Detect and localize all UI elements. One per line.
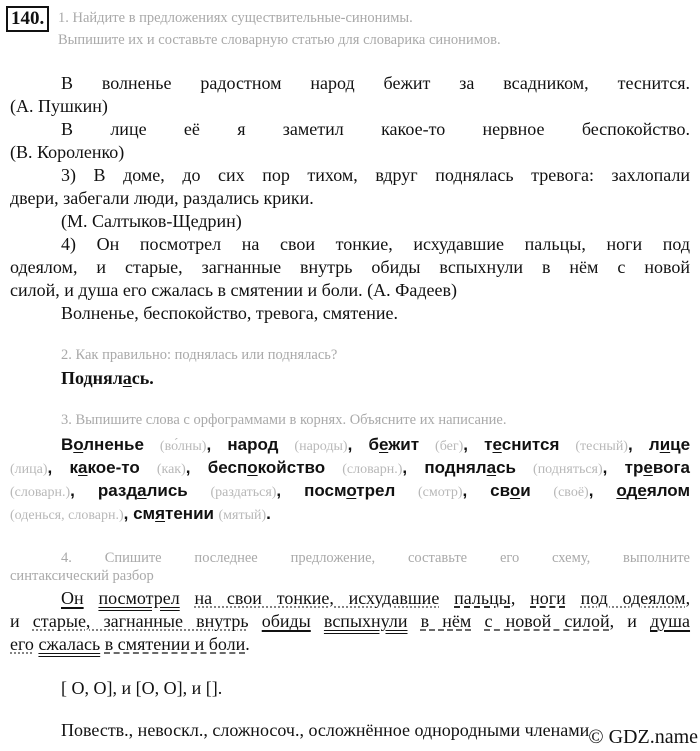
sentence-1-line1: В волненье радостном народ бежит за всадником, теснится. [61,73,690,93]
word-part: снится [501,435,560,454]
check-word: (во́лны) [159,439,207,454]
answer-4-parsed-line2 [10,610,690,633]
sentence-4-line2: одеялом, и старые, загнанные внутрь обиды вспыхнули в нём с новой [10,257,690,277]
separator: , [347,435,369,454]
word-part: тении [165,504,214,523]
orthogram-word [304,481,395,500]
separator: , [402,458,425,477]
check-word: (смотр) [417,485,463,500]
sentence-2-line1: В лице её я заметил какое-то нервное беспокойство. [61,119,690,139]
word-part: разд [97,481,138,500]
orthogram-word [61,435,144,454]
word-part: це [670,435,691,454]
separator: , [602,458,625,477]
answer-3-line3 [10,479,690,504]
word-part: посм [304,481,347,500]
orthogram-word [208,458,325,477]
word-part: тр [624,458,644,477]
word-part: лненье [83,435,144,454]
word-part: наро [227,435,268,454]
attribute-segment: старые, загнанные внутрь [32,611,249,631]
task-number: 140. [6,6,49,32]
word-part: кое-то [87,458,140,477]
orthogram-letter: е [637,481,647,500]
word-part: и [520,481,531,500]
answer-1-synonyms: Волненье, беспокойство, тревога, смятение. [61,303,398,323]
object-segment: пальцы [454,588,511,608]
answer-4-parsed-line1 [10,587,690,610]
answer-2-vowel: а [122,368,132,388]
answer-3-line1 [10,433,690,458]
orthogram-word [649,435,690,454]
circumstance-segment: в смятении и боли [104,634,246,654]
sentence-1-author: (А. Пушкин) [10,96,108,116]
orthogram-word [98,481,188,500]
plain-segment [566,588,581,608]
orthogram-letter: о [509,481,521,500]
task-question-1-line1: 1. Найдите в предложениях существительные-синонимы. [58,10,413,26]
plain-segment: . [245,634,250,654]
orthogram-letter: е [379,435,389,454]
sentence-3-line2: двери, забегали люди, раздались крики. [10,188,314,208]
separator: , [462,481,491,500]
orthogram-word [133,504,214,523]
plain-segment: , [510,588,531,608]
word-part: лись [146,481,188,500]
circumstance-segment: в нём [420,611,472,631]
check-word: (бег) [435,439,464,454]
plain-segment: , и [609,611,651,631]
orthogram-letter: а [137,481,147,500]
orthogram-word [616,481,690,500]
answer-4-parsed-line3 [10,633,690,656]
plain-segment [439,588,454,608]
predicate-segment: посмотрел [98,588,180,608]
separator: , [627,435,649,454]
answer-3-line4 [10,502,690,527]
separator: . [266,504,271,523]
answer-2-pre: Поднял [61,368,123,388]
sentence-4-line3: силой, и душа его сжалась в смятении и боли. (А. Фадеев) [10,280,457,300]
separator: , [588,481,617,500]
plain-segment: , [685,588,691,608]
separator: , [123,504,134,523]
orthogram-letter: е [492,435,502,454]
attribute-segment: на свои тонкие, исхудавшие [194,588,440,608]
word-part: поднял [424,458,487,477]
word-part: койство [257,458,326,477]
word-part: т [484,435,493,454]
circumstance-segment: с новой силой [484,611,610,631]
task-question-2: 2. Как правильно: поднялась или поднялась? [61,347,338,363]
task-question-4-line2: синтаксический разбор [10,568,154,584]
predicate-segment: сжалась [38,634,101,654]
check-word: (как) [156,462,186,477]
orthogram-letter: о [616,481,627,500]
orthogram-word [424,458,516,477]
check-word: (лица) [10,462,48,477]
check-word: (подняться) [533,462,603,477]
word-part: сь [496,458,516,477]
orthogram-letter: я [155,504,166,523]
word-part: л [648,435,660,454]
orthogram-word [70,458,140,477]
sentence-3-author: (М. Салтыков-Щедрин) [61,211,242,231]
orthogram-word [625,458,690,477]
sentence-scheme: [ О, О], и [О, О], и []. [61,678,223,698]
orthogram-word [490,481,531,500]
orthogram-letter: о [247,458,258,477]
orthogram-letter: о [73,435,84,454]
plain-segment [471,611,484,631]
separator: , [185,458,208,477]
orthogram-letter: а [486,458,497,477]
word-part: жит [388,435,420,454]
separator: , [206,435,228,454]
separator: , [47,458,70,477]
sentence-4-line1: 4) Он посмотрел на свои тонкие, исхудавшие пальцы, ноги под [61,234,690,254]
word-part: ялом [646,481,691,500]
word-part: д [626,481,638,500]
plain-segment [311,611,324,631]
word-part: см [133,504,156,523]
sentence-characteristic: Повеств., невоскл., сложносоч., осложнённое однородными членами [61,720,590,740]
check-word: (своё) [553,485,589,500]
check-word: (тесный) [575,439,628,454]
plain-segment [180,588,195,608]
check-word: (народы) [294,439,348,454]
word-part: к [69,458,79,477]
object-segment: ноги [530,588,566,608]
orthogram-letter: и [659,435,671,454]
word-part: В [61,435,74,454]
task-question-1-line2: Выпишите их и составьте словарную статью для словарика синонимов. [58,32,501,48]
check-word: (мятый) [218,508,267,523]
task-question-4-line1: 4. Спишите последнее предложение, составьте его схему, выполните [61,550,690,566]
separator: , [463,435,485,454]
check-word: (оденься, словарн.) [10,508,124,523]
attribute-segment: под одеялом [580,588,686,608]
orthogram-word [368,435,419,454]
check-word: (словарн.) [342,462,403,477]
answer-2-post: сь. [131,368,154,388]
predicate-segment: вспыхнули [323,611,408,631]
separator: , [70,481,98,500]
subject-segment: обиды [261,611,311,631]
sentence-3-line1: 3) В доме, до сих пор тихом, вдруг поднялась тревога: захлопали [61,165,690,185]
plain-segment [408,611,421,631]
orthogram-word [227,435,278,454]
subject-segment: душа [650,611,691,631]
attribute-segment: его [10,634,34,654]
plain-segment: и [10,611,33,631]
answer-3-line2 [10,456,690,481]
orthogram-letter: д [267,435,279,454]
task-question-3: 3. Выпишите слова с орфограммами в корнях. Объясните их написание. [61,412,507,428]
word-part: трел [356,481,396,500]
sentence-2-author: (В. Короленко) [10,142,125,162]
orthogram-letter: о [346,481,357,500]
separator: , [276,481,305,500]
word-part: бесп [207,458,248,477]
check-word: (словарн.) [10,485,71,500]
subject-segment: Он [61,588,84,608]
word-part: св [490,481,510,500]
plain-segment [84,588,99,608]
plain-segment [249,611,262,631]
orthogram-letter: а [78,458,88,477]
word-part: б [368,435,379,454]
word-part: вога [652,458,690,477]
orthogram-word [484,435,559,454]
watermark: © GDZ.name [588,726,698,748]
answer-2 [10,367,690,390]
check-word: (раздаться) [210,485,277,500]
orthogram-letter: е [643,458,653,477]
